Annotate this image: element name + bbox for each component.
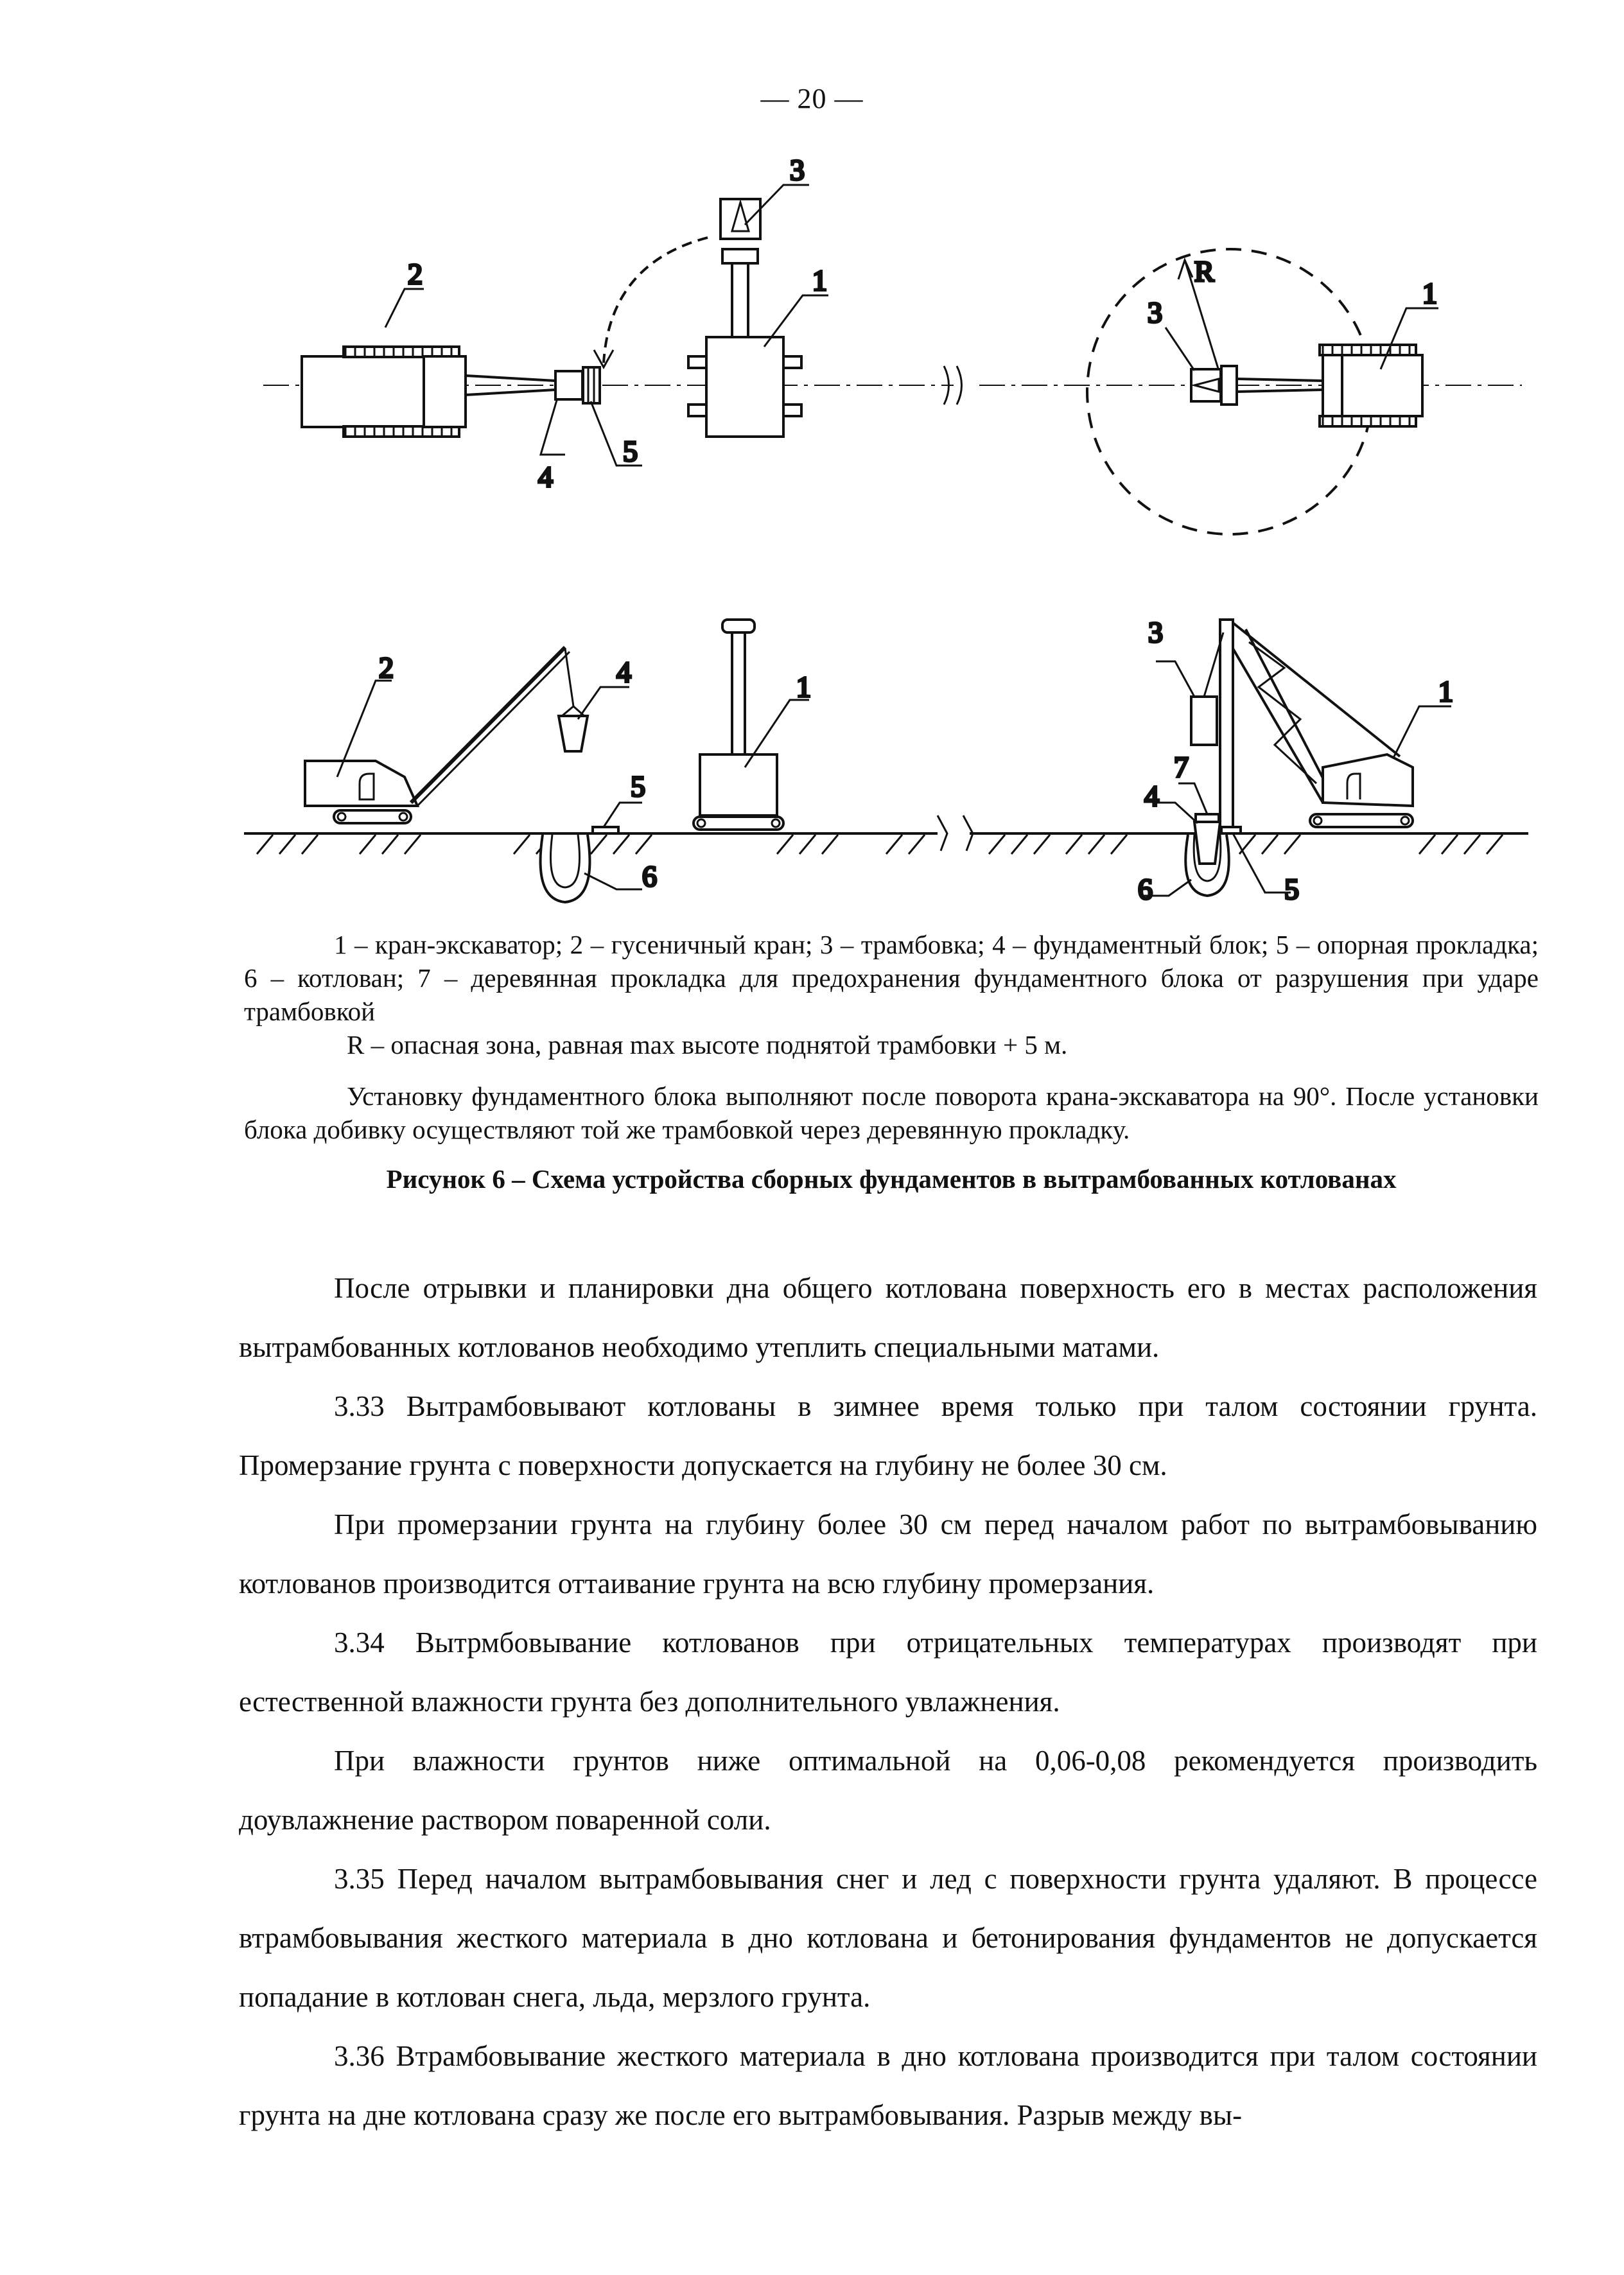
callout-plan-2: 2 bbox=[408, 257, 423, 290]
callout-elev-4: 4 bbox=[616, 656, 631, 688]
figure-legend bbox=[244, 928, 1539, 1146]
support-pad-elevation bbox=[593, 827, 618, 833]
elevation-view bbox=[244, 616, 1528, 905]
callout-elev-right-6: 6 bbox=[1138, 873, 1153, 905]
figure-caption: Рисунок 6 – Схема устройства сборных фундаментов в вытрамбованных котлованах bbox=[386, 1164, 1397, 1194]
crane-excavator-plan bbox=[688, 199, 801, 437]
paragraph: 3.36 Втрамбовывание жесткого материала в дно котлована производится при талом состоянии грунта на дне котлована сразу же после его вытрамбовывания. Разрыв между вы- bbox=[239, 2040, 1537, 2131]
callout-plan-3: 3 bbox=[790, 153, 805, 186]
legend-items: 1 – кран-экскаватор; 2 – гусеничный кран; 3 – трамбовка; 4 – фундаментный блок; 5 – опорная прокладка; 6 – котлован; 7 – деревянная прокладка для предохранения фундаментного блока от разрушения при ударе трамбовкой bbox=[244, 930, 1539, 1026]
crawler-crane-elevation bbox=[305, 647, 588, 823]
crawler-crane-plan bbox=[302, 347, 555, 437]
pit-right-elevation bbox=[1185, 814, 1241, 896]
callout-plan-5: 5 bbox=[623, 435, 638, 467]
crane-excavator-elevation bbox=[694, 620, 783, 830]
callout-elev-right-4: 4 bbox=[1144, 780, 1159, 812]
crane-excavator-elevation-right bbox=[1191, 620, 1413, 832]
elev-break-mark bbox=[938, 815, 973, 851]
page-number: — 20 — bbox=[760, 83, 864, 114]
paragraph: 3.33 Вытрамбовывают котлованы в зимнее время только при талом состоянии грунта. Промерзание грунта с поверхности допускается на глубину не более 30 см. bbox=[239, 1390, 1537, 1481]
callout-elev-right-3: 3 bbox=[1148, 616, 1163, 649]
callout-plan-4: 4 bbox=[538, 460, 553, 493]
crane-excavator-plan-right bbox=[1191, 345, 1422, 426]
support-pad-plan bbox=[583, 367, 600, 403]
callout-plan-right-3: 3 bbox=[1148, 296, 1162, 329]
swing-arc bbox=[604, 238, 708, 363]
callout-elev-right-1: 1 bbox=[1438, 675, 1453, 708]
foundation-block-plan bbox=[555, 371, 582, 399]
figure-note: Установку фундаментного блока выполняют после поворота крана-экскаватора на 90°. После установки блока добивку осуществляют той же трамбовкой через деревянную прокладку. bbox=[244, 1081, 1539, 1144]
callout-elev-6: 6 bbox=[642, 860, 657, 893]
paragraph: При влажности грунтов ниже оптимальной на 0,06-0,08 рекомендуется производить доувлажнение раствором поваренной соли. bbox=[239, 1745, 1537, 1836]
legend-danger-zone: R – опасная зона, равная max высоте поднятой трамбовки + 5 м. bbox=[347, 1030, 1068, 1059]
foundation-block-in-pit bbox=[1194, 822, 1220, 864]
figure-6-diagram bbox=[231, 135, 1567, 905]
callout-elev-right-7: 7 bbox=[1174, 751, 1189, 783]
construction-scheme-drawing bbox=[231, 135, 1567, 905]
paragraph: 3.34 Вытрмбовывание котлованов при отрицательных температурах производят при естественной влажности грунта без дополнительного увлажнения. bbox=[239, 1626, 1537, 1718]
callout-elev-1: 1 bbox=[796, 670, 811, 703]
rammer-elevation-right bbox=[1191, 697, 1217, 745]
plan-view bbox=[263, 153, 1522, 534]
foundation-block-hanging bbox=[559, 716, 588, 751]
callout-plan-1: 1 bbox=[812, 264, 827, 297]
ground-hatching bbox=[257, 835, 1503, 854]
callout-plan-R: R bbox=[1194, 255, 1214, 288]
paragraph: 3.35 Перед началом вытрамбовывания снег и лед с поверхности грунта удаляют. В процессе втрамбовывания жесткого материала в дно котлована и бетонирования фундаментов не допускается попадание в котлован снега, льда, мерзлого грунта. bbox=[239, 1863, 1537, 2013]
body-text bbox=[239, 1259, 1537, 2145]
wooden-pad bbox=[1196, 814, 1219, 822]
callout-elev-5: 5 bbox=[631, 770, 645, 803]
callout-plan-right-1: 1 bbox=[1422, 277, 1437, 309]
paragraph: При промерзании грунта на глубину более 30 см перед началом работ по вытрамбовыванию котлованов производится оттаивание грунта на всю глубину промерзания. bbox=[239, 1508, 1537, 1599]
callout-elev-right-5: 5 bbox=[1284, 873, 1299, 905]
callout-elev-2: 2 bbox=[379, 651, 394, 684]
paragraph: После отрывки и планировки дна общего котлована поверхность его в местах расположения вытрамбованных котлованов необходимо утеплить специальными матами. bbox=[239, 1272, 1537, 1363]
pit-left-elevation bbox=[541, 827, 618, 902]
